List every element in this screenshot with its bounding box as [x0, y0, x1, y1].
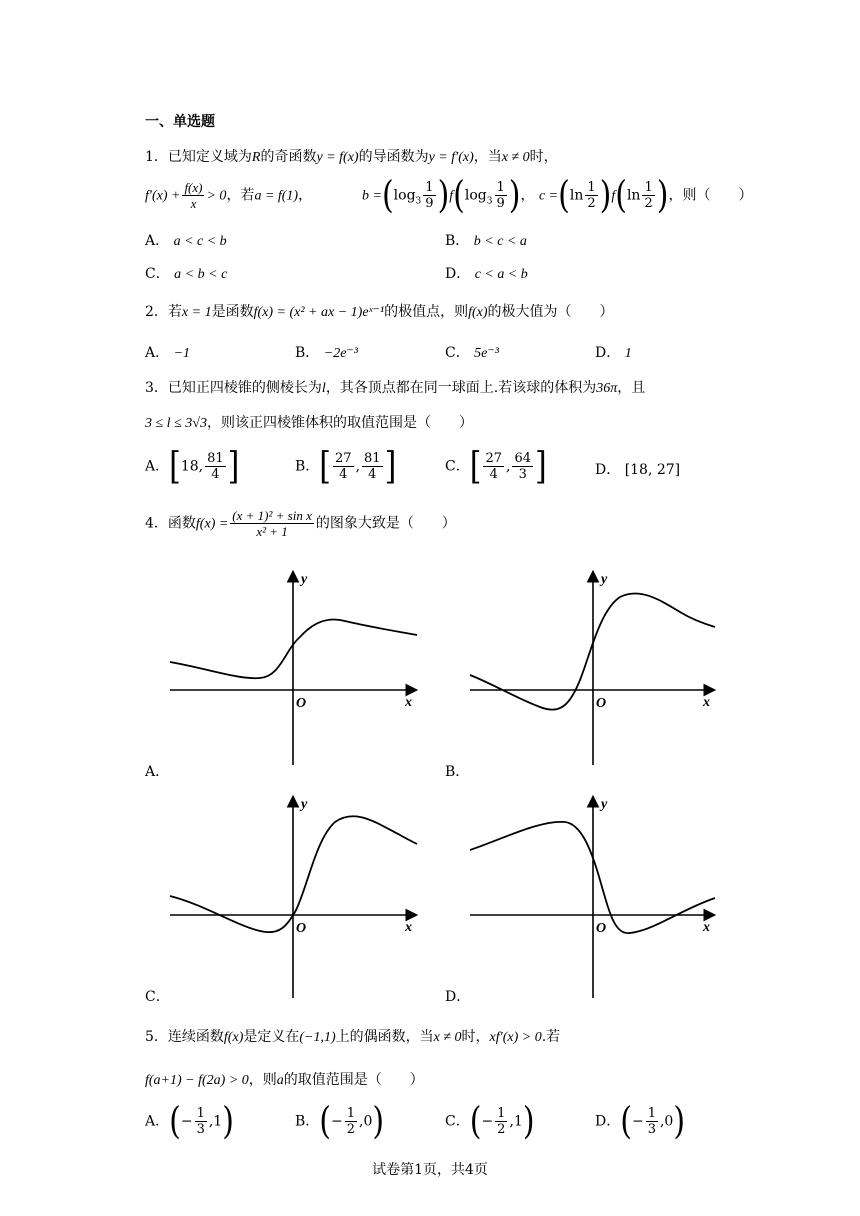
q4-option-b-label[interactable]: B． [445, 764, 470, 780]
question-1-b-def: $b =(\log_3$ $\frac{1}{9}$ )$f(\log_3$ $\frac{1}{9}$ )， c =(ln $\frac{1}{2}$ )f(ln $\frac{1}{2}$ )，则（ ） [362, 173, 753, 217]
q2-option-a[interactable]: A． −1 [145, 345, 191, 361]
q3-option-c[interactable]: C．[ $\frac{27}{4}$ , $\frac{64}{3}$ ] [445, 444, 547, 488]
svg-text:O: O [596, 696, 607, 711]
question-3-line2: 3 ≤ l ≤ 3√3，则该正四棱锥体积的取值范围是（ ） [145, 415, 473, 431]
question-4-stem: 4．函数f(x) = $\frac{\text{(x + 1)² + sin x}}{\text{x² + 1}}$ 的图象大致是（ ） [145, 508, 456, 539]
question-5-line1: 5．连续函数f(x)是定义在(−1,1)上的偶函数，当x ≠ 0时，xf′(x) > 0.若 [145, 1029, 561, 1045]
q3-option-d[interactable]: D． [18, 27] [595, 462, 681, 478]
svg-text:x: x [703, 920, 710, 935]
svg-text:x: x [405, 695, 412, 710]
svg-text:x: x [703, 695, 710, 710]
q1-option-c[interactable]: C． a < b < c [145, 266, 228, 282]
q5-option-c[interactable]: C．(− $\frac{1}{2}$ ,1) [445, 1099, 535, 1143]
svg-text:y: y [601, 797, 608, 812]
question-3-line1: 3．已知正四棱锥的侧棱长为l，其各顶点都在同一球面上.若该球的体积为36π，且 [145, 380, 646, 396]
svg-text:y: y [301, 572, 308, 587]
section-title: 一、单选题 [145, 114, 215, 130]
graph-c [165, 790, 425, 1000]
q1-option-a[interactable]: A． a < c < b [145, 233, 227, 249]
q2-option-d[interactable]: D． 1 [595, 345, 632, 361]
q2-option-c[interactable]: C． 5e⁻³ [445, 345, 499, 361]
q2-option-b[interactable]: B． −2e⁻³ [295, 345, 358, 361]
q1-option-d[interactable]: D． c < a < b [445, 266, 528, 282]
q5-option-d[interactable]: D．(− $\frac{1}{3}$ ,0) [595, 1099, 686, 1143]
svg-text:x: x [405, 920, 412, 935]
question-5-line2: f(a+1) − f(2a) > 0，则a的取值范围是（ ） [145, 1072, 424, 1088]
q3-option-b[interactable]: B．[ $\frac{27}{4}$ , $\frac{81}{4}$ ] [295, 444, 397, 488]
q5-option-a[interactable]: A．(− $\frac{1}{3}$ ,1) [145, 1099, 234, 1143]
question-1-stem: 1．已知定义域为R的奇函数y = f(x)的导函数为y = f′(x)，当x ≠ 0时， [145, 149, 558, 165]
question-2-stem: 2．若x = 1是函数f(x) = (x² + ax − 1)eˣ⁻¹的极值点，则f(x)的极大值为（ ） [145, 304, 614, 320]
svg-text:O: O [596, 921, 607, 936]
q4-option-a-label[interactable]: A． [145, 764, 170, 780]
graph-d [465, 790, 720, 1000]
q4-option-c-label[interactable]: C． [145, 989, 170, 1005]
svg-text:y: y [301, 797, 308, 812]
svg-text:O: O [296, 696, 307, 711]
q4-option-d-label[interactable]: D． [445, 989, 471, 1005]
q5-option-b[interactable]: B．(− $\frac{1}{2}$ ,0) [295, 1099, 385, 1143]
svg-text:O: O [296, 921, 307, 936]
graph-a [165, 565, 425, 765]
question-1-condition: f′(x) + $\frac{f(x)}{x}$ > 0，若a = f(1)， [145, 180, 313, 211]
q1-option-b[interactable]: B． b < c < a [445, 233, 527, 249]
svg-text:y: y [601, 572, 608, 587]
q3-option-a[interactable]: A．[18, $\frac{81}{4}$ ] [145, 444, 240, 488]
page-footer: 试卷第1页，共4页 [372, 1162, 488, 1178]
graph-b [465, 565, 720, 765]
